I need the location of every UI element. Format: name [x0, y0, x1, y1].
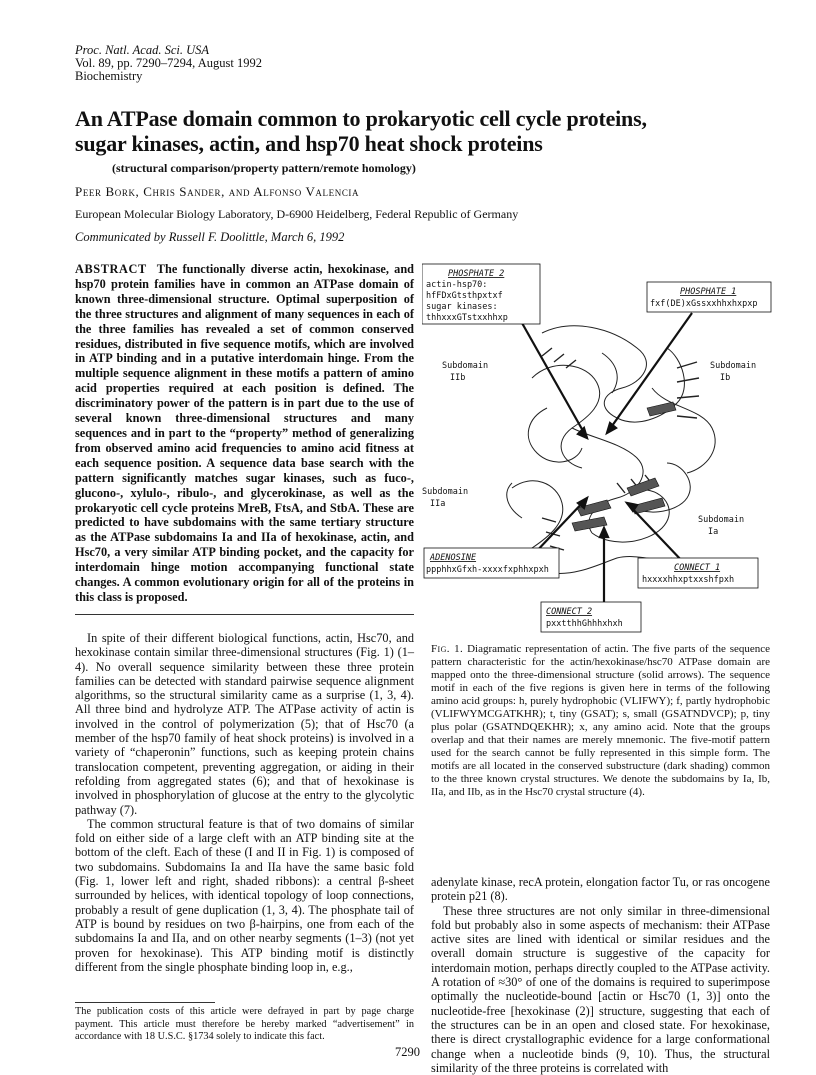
paragraph: In spite of their different biological functions, actin, Hsc70, and hexokinase contain similar three-dimensional structures (Fig. 1) (1–4). No overall sequence similarity between these three protein families can be detected with standard pairwise sequence alignment algorithms, so the structural similarity came as a surprise (1, 3, 4). All three bind and hydrolyze ATP. The ATPase activity of actin is involved in the control of polymerization (5); that of Hsc70 (a member of the hsp70 family of heat shock proteins) is involved in a variety of “chaperonin” functions, such as keeping protein chains translocation competent, preventing aggregation, or aiding in their refolding from aggregated states (6); and that of hexokinase is involved in phosphorylation of glucose at the entry to the glycolytic pathway (7). — [75, 631, 414, 817]
box-connect-1-title: CONNECT 1 — [674, 563, 721, 573]
body-right-column — [431, 875, 770, 1075]
box-connect-2-line: pxxtthhGhhhxhxh — [546, 619, 623, 629]
box-phosphate-2-line: hfFDxGtsthpxtxf — [426, 291, 503, 301]
label-subdomain-iia: Subdomain — [422, 487, 469, 497]
label-subdomain-ia-id: Ia — [708, 527, 719, 537]
body-left-column — [75, 631, 414, 974]
label-subdomain-ia: Subdomain — [698, 515, 745, 525]
title-line-2: sugar kinases, actin, and hsp70 heat shock proteins — [75, 131, 543, 156]
journal-volume: Vol. 89, pp. 7290–7294, August 1992 — [75, 56, 262, 70]
box-connect-2-title: CONNECT 2 — [546, 607, 593, 617]
paragraph: The common structural feature is that of two domains of similar fold on either side of a large cleft with an ATP binding site at the bottom of the cleft. Each of these (I and II in Fig. 1) is composed of two subdomains. Subdomains Ia and IIa have the same basic fold (Fig. 1, lower left and right, shaded ribbons): a central β-sheet surrounded by helices, with identical topology of loop connections, probably a result of gene duplication (1, 3, 4). The phosphate tail of ATP is bound by residues on two β-hairpins, one from each of the subdomains Ia and IIa, and on other nearby segments (1–3) (not yet proven for hexokinase). This ATP binding motif is distinctly different from the single phosphate binding loop in, e.g., — [75, 816, 414, 974]
communicated-by: Communicated by Russell F. Doolittle, March 6, 1992 — [75, 230, 345, 244]
label-subdomain-ib: Subdomain — [710, 361, 757, 371]
abstract-divider — [75, 614, 414, 615]
affiliation: European Molecular Biology Laboratory, D-6900 Heidelberg, Federal Republic of Germany — [75, 207, 519, 221]
box-phosphate-1-title: PHOSPHATE 1 — [680, 287, 737, 297]
label-subdomain-ib-id: Ib — [720, 373, 731, 383]
page-number: 7290 — [395, 1045, 420, 1059]
caption-text: Diagramatic representation of actin. The five parts of the sequence pattern characteristic for the actin/hexokinase/hsc70 ATPase domain are mapped onto the three-dimensional structure (solid arrows). The sequence motif in each of the five regions is given here in terms of the following amino acid groups: h, purely hydrophobic (VLIFWY); f, partly hydrophobic (VLIFWYMCGATKHR); t, tiny (GSAT); s, small (GSATNDVCP); p, tiny plus polar (GSATNDQEKHR); x, any amino acid. Note that the groups overlap and that their names are merely mnemonic. The five-motif pattern used for the search cannot be fully represented in this simple form. The motifs are all located in the conserved substructure (dark shading) common to the three known crystal structures. We denote the subdomains by Ia, Ib, IIa, and IIb, as in the Hsc70 crystal structure (4). — [431, 643, 771, 798]
journal-name: Proc. Natl. Acad. Sci. USA — [75, 43, 210, 57]
authors: Peer Bork, Chris Sander, and Alfonso Valencia — [75, 184, 360, 199]
paragraph: adenylate kinase, recA protein, elongation factor Tu, or ras oncogene protein p21 (8). — [431, 875, 770, 904]
box-phosphate-2-line: sugar kinases: — [426, 302, 498, 312]
footnote: The publication costs of this article were defrayed in part by page charge payment. This article must therefore be hereby marked “advertisement” in accordance with 18 U.S.C. §1734 solely to indicate this fact. — [75, 1006, 414, 1042]
abstract-text: The functionally diverse actin, hexokinase, and hsp70 protein families have in common an ATPase domain of known three-dimensional structure. Optimal superposition of the three structures and alignment of many sequences in each of the three families has revealed a set of common conserved residues, distributed in five sequence motifs, which are involved in ATP binding and in a putative interdomain hinge. From the multiple sequence alignment in these motifs a pattern of amino acid properties required at each position is defined. The discriminatory power of the pattern is in part due to the use of several known three-dimensional structures and many sequences and in part to the “property” method of generalizing from observed amino acid frequencies to amino acid fitness at each sequence position. A sequence data base search with the pattern significantly matches sugar kinases, such as fuco-, glucono-, xylulo-, ribulo-, and glycerokinase, as well as the prokaryotic cell cycle proteins MreB, FtsA, and StbA. These are predicted to have subdomains with the same tertiary structure as the ATPase subdomains Ia and IIa of hexokinase, actin, and Hsc70, a very similar ATP binding pocket, and the capacity for interdomain hinge motion accompanying functional state changes. A common evolutionary origin for all of the proteins in this class is proposed. — [75, 262, 414, 604]
box-adenosine-line: ppphhxGfxh-xxxxfxphhxpxh — [426, 565, 549, 575]
title-line-1: An ATPase domain common to prokaryotic cell cycle proteins, — [75, 106, 647, 131]
box-connect-1-line: hxxxxhhxptxxshfpxh — [642, 575, 735, 585]
box-phosphate-2-line: actin-hsp70: — [426, 280, 488, 290]
box-adenosine-title: ADENOSINE — [430, 553, 477, 563]
footnote-divider — [75, 1002, 215, 1003]
figure-caption — [431, 643, 770, 799]
paper-title — [75, 106, 775, 156]
box-phosphate-1-line: fxf(DE)xGssxxhhxhxpxp — [650, 299, 758, 309]
box-phosphate-2-title: PHOSPHATE 2 — [448, 269, 505, 279]
keywords: (structural comparison/property pattern/remote homology) — [112, 161, 416, 175]
abstract-label: ABSTRACT — [75, 262, 147, 276]
label-subdomain-iib: Subdomain — [442, 361, 489, 371]
abstract — [75, 262, 414, 605]
journal-section: Biochemistry — [75, 69, 143, 83]
journal-header — [75, 44, 262, 83]
label-subdomain-iia-id: IIa — [430, 499, 446, 509]
box-phosphate-2-line: thhxxxGTstxxhhxp — [426, 313, 508, 323]
caption-label: Fig. 1. — [431, 643, 464, 655]
figure-actin-diagram — [422, 258, 772, 638]
label-subdomain-iib-id: IIb — [450, 373, 466, 383]
paragraph: These three structures are not only similar in three-dimensional fold but probably also in some aspects of mechanism: their ATPase active sites are lined with identical or similar residues and the overall domain structure is suggestive of the capacity for interdomain motion, perhaps directly coupled to the ATPase activity. A rotation of ≈30° of one of the domains is required to superimpose optimally the nucleotide-bound [actin or Hsc70 (1, 3)] onto the nucleotide-free [hexokinase (2)] structure, suggesting that each of the structures can be in an open and closed state. For hexokinase, there is direct crystallographic evidence for a large conformational change when a nucleotide binds (9, 10). Thus, the structural similarity of the three proteins is correlated with — [431, 903, 770, 1075]
